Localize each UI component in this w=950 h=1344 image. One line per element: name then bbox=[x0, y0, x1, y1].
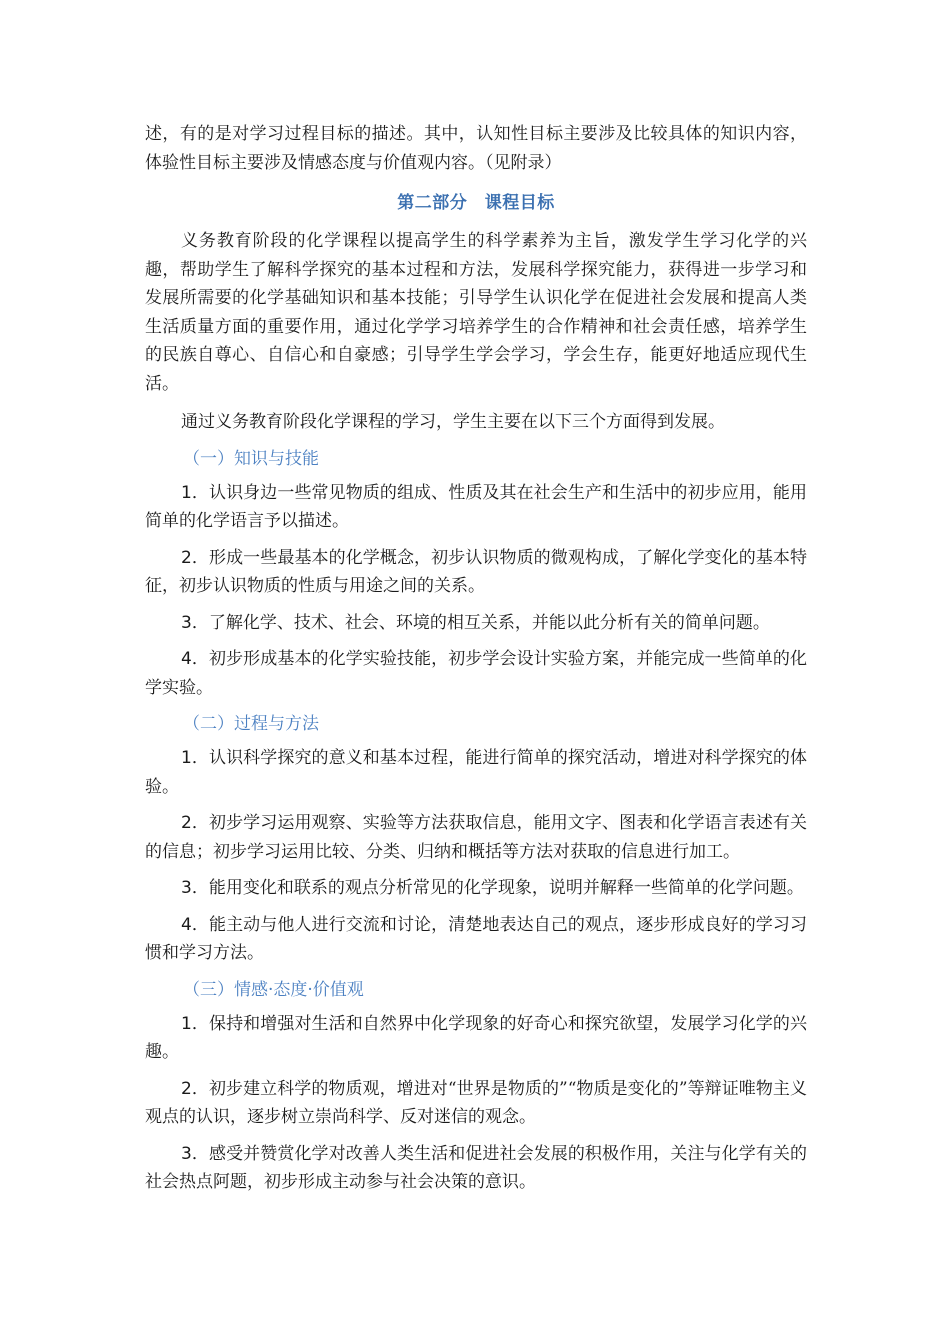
list-item bbox=[145, 479, 807, 536]
item-text: 认识身边一些常见物质的组成、性质及其在社会生产和生活中的初步应用，能用简单的化学语言予以描述。 bbox=[145, 482, 807, 531]
document-page bbox=[145, 120, 807, 1197]
list-item bbox=[145, 744, 807, 801]
item-text: 了解化学、技术、社会、环境的相互关系，并能以此分析有关的简单问题。 bbox=[208, 612, 770, 633]
list-item bbox=[145, 1140, 807, 1197]
item-number: 4． bbox=[181, 914, 209, 935]
intro-paragraph: 述，有的是对学习过程目标的描述。其中，认知性目标主要涉及比较具体的知识内容，体验性目标主要涉及情感态度与价值观内容。（见附录） bbox=[145, 124, 807, 173]
item-text: 感受并赞赏化学对改善人类生活和促进社会发展的积极作用，关注与化学有关的社会热点阿题，初步形成主动参与社会决策的意识。 bbox=[145, 1143, 807, 1192]
list-item bbox=[145, 609, 807, 638]
item-text: 形成一些最基本的化学概念，初步认识物质的微观构成，了解化学变化的基本特征，初步认识物质的性质与用途之间的关系。 bbox=[145, 547, 807, 596]
item-text: 初步建立科学的物质观，增进对“世界是物质的”“物质是变化的”等辩证唯物主义观点的认识，逐步树立崇尚科学、反对迷信的观念。 bbox=[145, 1078, 807, 1127]
item-number: 2． bbox=[181, 547, 209, 568]
goal-overview-paragraph: 义务教育阶段的化学课程以提高学生的科学素养为主旨，激发学生学习化学的兴趣，帮助学生了解科学探究的基本过程和方法，发展科学探究能力，获得进一步学习和发展所需要的化学基础知识和基本技能；引导学生认识化学在促进社会发展和提高人类生活质量方面的重要作用，通过化学学习培养学生的合作精神和社会责任感，培养学生的民族自尊心、自信心和自豪感；引导学生学会学习，学会生存，能更好地适应现代生活。 bbox=[145, 231, 807, 394]
item-number: 2． bbox=[181, 813, 209, 833]
list-item bbox=[145, 809, 807, 866]
item-text: 初步形成基本的化学实验技能，初步学会设计实验方案，并能完成一些简单的化学实验。 bbox=[145, 649, 807, 698]
item-number: 2． bbox=[181, 1078, 209, 1099]
section-title: 第二部分 课程目标 bbox=[397, 193, 555, 213]
list-item bbox=[145, 645, 807, 702]
item-number: 3． bbox=[181, 612, 209, 633]
item-number: 4． bbox=[181, 649, 209, 669]
item-text: 保持和增强对生活和自然界中化学现象的好奇心和探究欲望，发展学习化学的兴趣。 bbox=[145, 1013, 807, 1062]
sub-heading-knowledge-skills: （一）知识与技能 bbox=[183, 448, 319, 469]
list-item bbox=[145, 1075, 807, 1132]
list-item bbox=[145, 874, 807, 903]
sub-heading-attitudes-values: （三）情感·态度·价值观 bbox=[183, 979, 364, 1000]
sub-heading-process-methods: （二）过程与方法 bbox=[183, 714, 319, 734]
item-text: 初步学习运用观察、实验等方法获取信息，能用文字、图表和化学语言表述有关的信息；初步学习运用比较、分类、归纳和概括等方法对获取的信息进行加工。 bbox=[145, 813, 807, 862]
list-item bbox=[145, 544, 807, 601]
item-number: 3． bbox=[181, 878, 209, 898]
item-text: 能主动与他人进行交流和讨论，清楚地表达自己的观点，逐步形成良好的学习习惯和学习方法。 bbox=[145, 914, 807, 963]
item-text: 能用变化和联系的观点分析常见的化学现象，说明并解释一些简单的化学问题。 bbox=[208, 878, 804, 898]
list-item bbox=[145, 1010, 807, 1067]
item-number: 1． bbox=[181, 482, 209, 503]
development-summary-paragraph: 通过义务教育阶段化学课程的学习，学生主要在以下三个方面得到发展。 bbox=[181, 412, 725, 432]
item-number: 1． bbox=[181, 1013, 209, 1034]
item-text: 认识科学探究的意义和基本过程，能进行简单的探究活动，增进对科学探究的体验。 bbox=[145, 748, 807, 797]
item-number: 1． bbox=[181, 748, 209, 768]
list-item bbox=[145, 911, 807, 968]
item-number: 3． bbox=[181, 1143, 209, 1164]
